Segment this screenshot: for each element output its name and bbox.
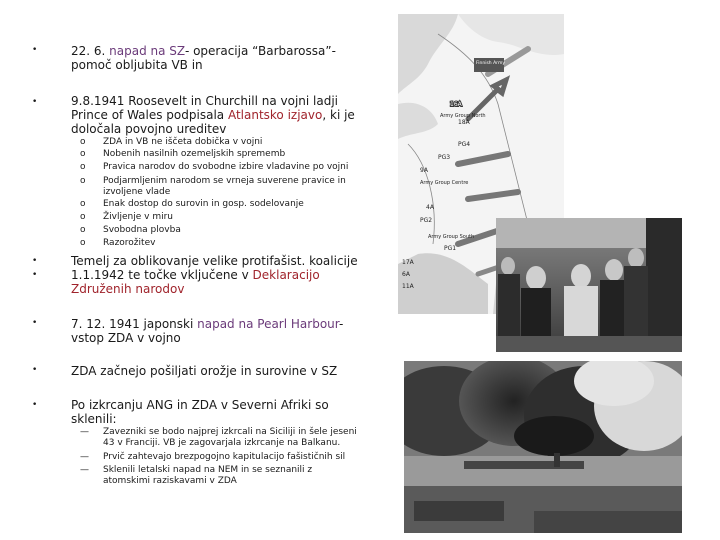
item-text: Prince of Wales podpisala (71, 108, 228, 122)
item-lend-lease (71, 364, 337, 378)
circle-icon: o (80, 225, 86, 235)
map-label: 18A (458, 119, 470, 126)
map-label: 6A (402, 271, 410, 278)
item-atlantic-charter (71, 94, 355, 136)
item-pearl-harbour (71, 317, 343, 345)
item-text: 7. 12. 1941 japonski (71, 317, 198, 331)
list-item-text: Nobenih nasilnih ozemeljskih sprememb (103, 149, 286, 159)
item-text: 9.8.1941 Roosevelt in Churchill na vojni ladji (71, 94, 339, 108)
circle-icon: o (80, 137, 86, 147)
item-text: 1.1.1942 te točke vključene v (71, 268, 253, 282)
item-text: - operacija “Barbarossa”- (184, 44, 336, 58)
dash-icon: — (80, 427, 89, 437)
list-item-text: atomskimi raziskavami v ZDA (103, 476, 237, 486)
map-label: Finnish Army (476, 61, 505, 66)
pearl-harbour-photo (404, 361, 682, 533)
item-text: Temelj za oblikovanje velike protifašist. koalicije (71, 254, 358, 268)
item-accent: Združenih narodov (71, 282, 185, 296)
item-accent: napad na Pearl Harbour (197, 317, 339, 331)
list-item-text: Pravica narodov do svobodne izbire vladavine po vojni (103, 162, 349, 172)
bullet: • (32, 45, 38, 55)
item-accent: napad na SZ (109, 44, 185, 58)
list-item-text: Svobodna plovba (103, 225, 181, 235)
item-text: določala povojno ureditev (71, 122, 227, 136)
circle-icon: o (80, 176, 86, 186)
circle-icon: o (80, 212, 86, 222)
item-text: , ki je (322, 108, 355, 122)
circle-icon: o (80, 149, 86, 159)
photo-svg (496, 218, 682, 352)
map-label: PG3 (438, 154, 451, 161)
map-label: 9A (420, 167, 428, 174)
bullet: • (32, 97, 38, 107)
map-label: PG2 (420, 217, 433, 224)
map-label: PG4 (458, 141, 471, 148)
item-text: vstop ZDA v vojno (71, 331, 181, 345)
list-item-text: izvoljene vlade (103, 187, 171, 197)
item-text: Po izkrcanju ANG in ZDA v Severni Afriki so (71, 398, 329, 412)
list-item-text: Življenje v miru (103, 212, 173, 222)
item-text: pomoč obljubita VB in (71, 58, 203, 72)
item-barbarossa (71, 44, 336, 72)
item-coalition (71, 254, 358, 296)
circle-icon: o (80, 199, 86, 209)
item-accent: Deklaracijo (252, 268, 320, 282)
list-item-text: Sklenili letalski napad na NEM in se seznanili z (103, 465, 313, 475)
bullet: • (32, 270, 38, 280)
photo-svg (404, 361, 682, 533)
list-item-text: 43 v Franciji. VB je zagovarjala izkrcanje na Balkanu. (103, 438, 341, 448)
item-north-africa (71, 398, 329, 426)
bullet: • (32, 365, 38, 375)
item-text: sklenili: (71, 412, 117, 426)
list-item-text: Prvič zahtevajo brezpogojno kapitulacijo fašističnih sil (103, 452, 346, 462)
map-label: 17A (402, 259, 414, 266)
circle-icon: o (80, 238, 86, 248)
item-text: ZDA začnejo pošiljati orožje in surovine v SZ (71, 364, 338, 378)
circle-icon: o (80, 162, 86, 172)
roosevelt-churchill-photo (496, 218, 682, 352)
dash-icon: — (80, 452, 89, 462)
map-label: 4A (426, 204, 434, 211)
item-text: 22. 6. (71, 44, 110, 58)
map-label: Army Group North (440, 113, 486, 119)
list-item-text: Enak dostop do surovin in gosp. sodelovanje (103, 199, 304, 209)
dash-icon: — (80, 465, 89, 475)
bullet: • (32, 256, 38, 266)
bullet: • (32, 318, 38, 328)
list-item-text: Razorožitev (103, 238, 156, 248)
map-label: 11A (402, 283, 414, 290)
list-item-text: Podjarmljenim narodom se vrneja suverene pravice in (103, 176, 346, 186)
map-label: 16A (450, 101, 462, 108)
item-accent: Atlantsko izjavo (227, 108, 323, 122)
map-label: Army Group South (428, 234, 475, 240)
item-text: - (338, 317, 344, 331)
map-label: PG1 (444, 245, 457, 252)
list-item-text: Zavezniki se bodo najprej izkrcali na Siciliji in šele jeseni (103, 427, 357, 437)
bullet: • (32, 400, 38, 410)
map-label: Army Group Centre (420, 180, 469, 186)
list-item-text: ZDA in VB ne iščeta dobička v vojni (103, 137, 263, 147)
